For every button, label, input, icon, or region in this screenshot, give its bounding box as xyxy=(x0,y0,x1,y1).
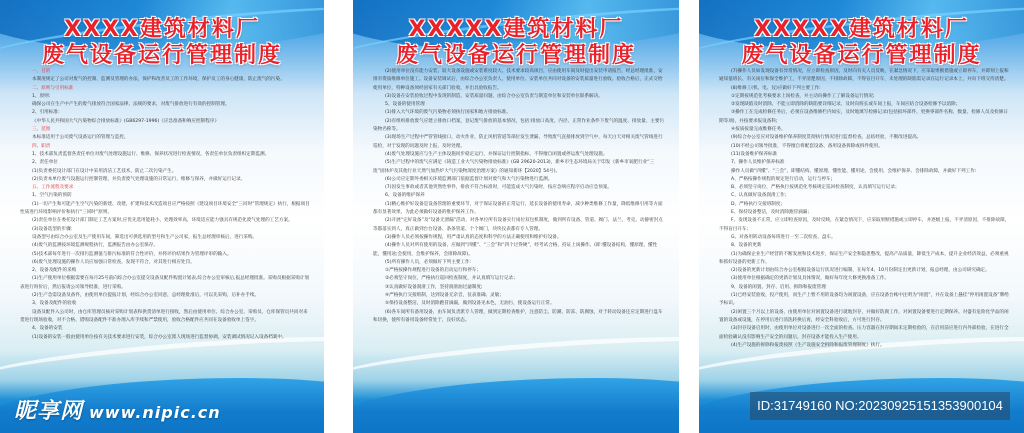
section-heading: 二、原则与引用标准 xyxy=(32,85,74,91)
paragraph: (7)操作人员如发现设备有异常情况，应立即检查原因，及时向有关人员反映，在紧急情况下，应采取果断措施或立即停车，并即刻上报和通知值班长、有关岗位和保全维护工，不弄清楚原因，不排除故障，不得盲目开车，未处理的缺陷需记录在运行记录本上，并向下班交待清楚。 xyxy=(719,69,1009,83)
paragraph: 4、设备的安装 xyxy=(32,326,63,332)
document-body xyxy=(719,68,1010,350)
paragraph: A、严格按操作规程的规定进行启动，运行与停车; xyxy=(731,176,833,182)
paragraph: (1)排入大气环境的废气污染物必须执行国家和地方排放标准。 xyxy=(385,110,511,116)
paragraph: G、对备用转动设备每班进行一至二次检查、盘车。 xyxy=(731,234,836,240)
section-heading: 四、职责 xyxy=(32,143,51,149)
paragraph: (1)负责委托设计部门在设计中采用清洁工艺技术，防止二次污染产生。 xyxy=(32,168,177,174)
paragraph: (2)负责本单位废气设施运行控制管理，并负责废气处理设施的日常运行，维修与保养，并做好运行记录。 xyxy=(32,176,246,182)
paragraph: ①定期按规范化考核要求上岗检查，并主动向操作工了解设备运行情况; xyxy=(731,93,875,99)
paragraph: (2)闲置三个月以上的设备，由使用单位对闲置设备进行就地封存，并做好防腐工作，对闲置设备要进行定期保养。对盛有危险化学品的闲置的设备或设施，在停用后进行清洗转换后再，经安全科验收后，方可进行封存。 xyxy=(719,309,1009,323)
company-title: XXXXX建筑材料厂 xyxy=(754,17,969,42)
paragraph: (6)各车间所有备用设备，由车间负责派专人管理，做到定期检查维护，注意防尘、防潮、防冻、防腐蚀，对于转动设备还应定期进行盘车和切换，使所有备用设备经常处于，良好状态。 xyxy=(373,309,663,323)
paragraph: (1)生产使用单位根据需要在每月25号前向综合办公室提交设备及配件购置计划表,综合办公室审核后,报总经理批准。采购员根据采购计划表进行询价后，然后报请公司领导批准，进行采购。 xyxy=(20,276,310,290)
paragraph: ②必须坚守岗位，严格执行巡回检查制度，并认真填写运行记录； xyxy=(385,276,518,282)
paragraph: (5)生产过程中的废气应满足《铸造工业大气污染物排放标准》(GB 29620-2013)，新乡市生态环境局关于印发《新乡市氧肥行业“三废”固体炉及其他行业天然气加热炉大气污染物深度治理方案》的通知新环【2020】54号)。 xyxy=(373,160,655,174)
paragraph: (2)有组织排放废气应建立排放口档案，登记废气排放的基本情况，包括:排放口高度、内径、正常作业条件下废气的温度、排放量、主要污染物名称等。 xyxy=(373,118,665,133)
paragraph: 操作人员做“四懂”、“三会”，即懂结构、懂原理、懂性能、懂用途，会使用、会维护保养、会排除故障，并做好下列工作: xyxy=(731,168,977,174)
paragraph: (10)不经公司领导批准，不得擅自将配套设备、备用设备拆除或拆件使用。 xyxy=(731,143,883,149)
paragraph: F、发现设备不正常，应立即检查原因，及时反映，在紧急情况下，应采取果断措施或立即停车，并逐级上报，不弄清原因，不排除故障，不得盲目开车； xyxy=(719,218,1010,232)
paragraph: (2)责任单位在委托设计部门制定工艺方案时,应优先选用能耗小、处理效率高，环境适应能力强具有规范化废气处理的工艺方案。 xyxy=(32,218,293,224)
paragraph: (1)精心维护好设备是设备管理的重要环节，对于保证设备的正常运行、延长设备的使用寿命，减少种类维修工作量，降低维修引用等方面都有显著效果，为此必须做好设备的维护保养工作。 xyxy=(373,201,663,216)
document-title: 废气设备运行管理制度 xyxy=(395,43,636,68)
paragraph: 6、设备的维护保养 xyxy=(385,193,425,199)
paragraph: 《中华人民共和国大气污染物综合排放标准》(GB6297-1996)《应急准备和响应控制程序》 xyxy=(32,118,219,124)
paragraph: (1)一切产生和可能产生空气污染的新建、改建、扩建和技术改造项目应严格按照《建设项目环境安全“三同时”管理规定》执行，根据项目性质进行环境影响评价和执行“三同时”原则。 xyxy=(20,201,310,216)
paragraph: ④按质按量完成维修任务。 xyxy=(731,127,786,133)
paragraph: (2)使用单位没有能力安装、较大设备设施或安装难度较大、技术要求较高项目，应由使用车间及时提出安装申请报告，经总经理批准，安排有资质维修单位施工。设备安装调试后，由综合办公室负责人、使用单位、安装单位共同对设备的安装质量进行验收。验收合格后，正式交给使用单位，特种设备须经国家有关部门验收，并出具验收报告。 xyxy=(373,69,663,91)
poster-panel-1 xyxy=(0,0,324,433)
paragraph: 1、原则： xyxy=(32,93,54,99)
company-title: XXXXX建筑材料厂 xyxy=(408,17,624,42)
site-watermark xyxy=(14,394,221,425)
paragraph: (6)废气处理设施的操作人员应加强日常检查，发现不符合，对其进行相应处罚。 xyxy=(32,259,195,265)
paragraph: 2、责任单位 xyxy=(32,160,58,166)
watermark-url: www.nipic.cn xyxy=(89,403,221,422)
section-heading: 三、范围 xyxy=(32,127,51,133)
paragraph: E、保持设备整洁，及时消除跑冒滴漏； xyxy=(731,210,812,216)
poster-panel-3 xyxy=(699,0,1024,433)
document-title: 废气设备运行管理制度 xyxy=(741,43,982,68)
paragraph: (11)设备维护保养标准 xyxy=(731,151,778,157)
paragraph: 本标准适用于公司废气设备运行的管理与监控。 xyxy=(32,135,129,141)
paragraph: (5)技术部每年进行一次排污监测值与排污标准的符合性评价，并将评价结果作为管理评审的输入。 xyxy=(32,251,232,257)
paragraph: 1、空气污染的预防 xyxy=(32,193,72,199)
paragraph: (3)设备选型的步骤： xyxy=(32,226,76,232)
paragraph: ⑤保持设备整洁，及时消除跑冒滴漏，做到设备见本色，无油污，使设备运行正常。 xyxy=(385,301,555,307)
paragraph: 5、设备的使用管理 xyxy=(385,102,425,108)
paragraph: (3)操作人员必须按操作规程，用严肃认真的态度和科学的方法正确使用和维护好设备。 xyxy=(385,234,562,240)
paragraph: (2)生产急需设备及备件，由使用单位提报计划，经综合办公室同意，总经理批准后，可以先采购，后补办手续。 xyxy=(32,293,260,299)
paragraph: 7、操作人员维护保养标准 xyxy=(731,160,785,166)
paragraph: (5)所有操作人员，必须做好下列主要工作： xyxy=(385,259,475,265)
paragraph: 1、技术部负责监督各责任单位对废气处理设施运行、维修、保养状况进行检查情况，各责任单位负责组织定期监测。 xyxy=(32,151,270,157)
paragraph: (2)设备的更新计划由综合办公室根据设备运行状况进行编制，在每年4、10月份制定出更新计划，报总经理，由公司研究确定。 xyxy=(731,268,990,274)
paragraph: 确保公司在生产中产生的废气排放符合国家法律、法规的要求，对废气排放进行有效的控制管理。 xyxy=(32,102,230,108)
paragraph: (3)现场生产过程中严管管线接口，动火作业，防止风机管道等部位发生泄漏，导致废气直接排放到空气中，每天白天对相关废气管线进行巡检，对于发现的问题及时上报，及时处理。 xyxy=(373,135,663,149)
paragraph: (1)设备的安装一般由使用单位按有关技术要求进行安装，综合办公室派人现场进行监督协调，安装调试情况记入设备档案中。 xyxy=(32,334,287,340)
section-heading: 一、目的 xyxy=(32,69,51,74)
paragraph: (6)公司应定期外委相关环境监测部门依据监督计划对废气和大气污染物进行监测。 xyxy=(385,176,553,182)
paragraph: (4)操作人员对所有使用的设备，应做到“四懂”、“三会”和“四个过得硬”，经考试合格，持证上岗操作。(即:懂设备结构，懂原理，懂性能，懂用途;会使用，会维护保养，会排除故障)。 xyxy=(373,243,658,257)
document-body xyxy=(20,68,310,342)
poster-panel-2 xyxy=(353,0,679,433)
paragraph: C、认真做好设备润滑工作； xyxy=(731,193,790,199)
paragraph: ①严格按操作规程进行设备的启动运行和停车； xyxy=(385,268,481,274)
paragraph: (1)为确保企业生产经营的不断发展和技术进步，保证生产安全和隐患整改，提高产品质量，降低生产成本，提升企业经济效益，必须重视和抓好设备的更新工作。 xyxy=(719,251,1009,265)
paragraph: (4)废气的监测按环境监测规程执行，监测报告由办公室保存。 xyxy=(32,243,158,249)
paragraph: D、严格执行交接班制度; xyxy=(731,201,783,207)
paragraph: 2、设备及配件的采购 xyxy=(32,268,77,274)
paragraph: 设备及配件入公司时，由仓库管理员核对采购计划表和供货清单进行接收，然后由使用单位、综合办公室、采购员、仓库保管员共同对来货进行现场验收，对不合格、错购设备配件不准办理入库手续和严禁使用，验收合格配件应共同在设备验收单上签字。 xyxy=(20,309,308,323)
paragraph: 3、设备及配件的验收 xyxy=(32,301,77,307)
paragraph: 8、设备的更新 xyxy=(731,243,762,249)
paragraph: B、必须坚守岗位，严格执行按规范化考核规定巡回检查制度，认真填写运行记录； xyxy=(731,185,900,191)
paragraph: ②发现缺陷及时消除，不能立即消除的缺陷要详细记录，及时向班长或车间上报，车间应结合设备检修予以消除； xyxy=(731,102,961,108)
paragraph: (3)使用单位根据确定的更新计划及具体情况，做好每年度大修更换准备工作。 xyxy=(731,276,890,282)
paragraph: (4)废气处理设施应与生产主体设施同步稳定运行，并保证运行控制指标，不得擅自闲置或停运废气处理设施。 xyxy=(385,151,608,157)
document-body xyxy=(373,68,665,325)
paragraph: ③认真做好设备润滑工作，坚持润滑油过滤制度; xyxy=(385,284,483,290)
paragraph: ③操作工在完成检修任务后，必须在设备维修栏内如实，及时地填写检修记录(包括损坏部件、更换零部件名称，数量、检修人员及检修日期等项)，并按要求报设备科; xyxy=(719,110,1008,124)
paragraph: (8)维修工(机、电、仪)应做好下列主要工作: xyxy=(731,85,821,91)
paragraph: (3)封存设备启用时，由使用单位对设备进行一次全面的检查。压力容器在封存期间未定期检验的，在启用前应进行内外部检验，在进行全面检验确认没有影响生产安全的问题后，封存设备才能投入生产使用。 xyxy=(719,326,1009,340)
paragraph: 本制度规定了公司对废气的控制、监测及管理的办法，保护和改善员工的工作环境，保护员工的身心健康，防止废气的污染。 xyxy=(32,77,285,83)
paragraph: (7)因发生事故或者其他突然性事件，排放不符合标准时，可能造成大气污染时，按应急响应程序启动应急预案。 xyxy=(385,185,613,191)
paragraph: 9、设备的闲置、封存、启用、拆除和报废管理 xyxy=(731,284,826,290)
paragraph: (4)生产设施的拆除和报废按照《生产设施安全拆除和报废管理制度》执行。 xyxy=(731,342,885,348)
image-id-bar: ID:31749160 NO:20230925151353900104 xyxy=(750,392,1010,420)
document-title: 废气设备运行管理制度 xyxy=(41,43,282,68)
paragraph: (2)开展“完好设备”及“设备无泄漏”活动，对各单位所有设备实行岗位双包机制度，做到所有设备、管道、阀门、法兰、考克、动静密封点等都落实到人，真正做到台台设备、条条管道、个个阀门，块块仪表都有专人管理。 xyxy=(373,218,663,232)
paragraph: ④严格执行交接班制，达到设备无杂音，仪表准确、灵敏； xyxy=(385,293,504,299)
paragraph: 2、引用标准： xyxy=(32,110,63,116)
paragraph: (9)综合办公室应对设备维护保养制度贯彻执行情况进行监督检查，总结经验，不断改进提高。 xyxy=(731,135,922,141)
paragraph: (1)已经安装验收，投产使用，而生产上暂不用的设备均为闲置设备，应在设备台帐中注明为“闲置”，并在设备上悬挂“停用闲置设备”牌给予标识。 xyxy=(719,293,1009,307)
watermark-logo: 昵享网 xyxy=(14,399,84,424)
section-heading: 五、工作流程及要求 xyxy=(32,185,74,191)
paragraph: (3)设备在安装验收过程中发现的制造、安装质量问题，由综合办公室负责与制造单位和安装单位联系解决。 xyxy=(385,93,603,99)
company-title: XXXX建筑材料厂 xyxy=(64,17,260,42)
paragraph: 设备型号由综合办公室及生产使用车间，筛选出可供选用的型号和生产公司家，报生总经理审核后，进行采购。 xyxy=(32,234,258,240)
